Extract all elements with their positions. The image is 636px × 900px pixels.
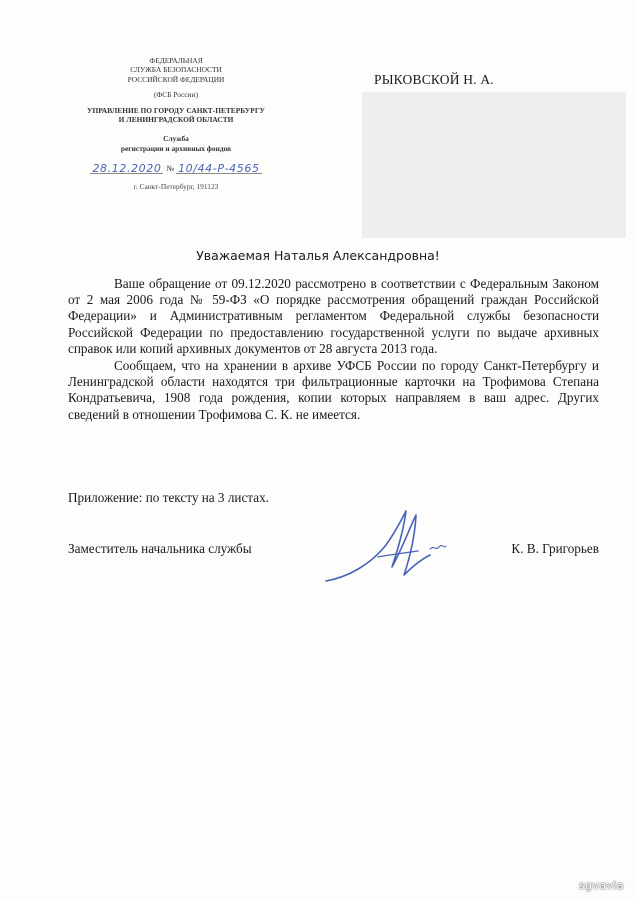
registration-row bbox=[60, 158, 292, 174]
handwritten-number: 10/44-Р-4565 bbox=[178, 161, 260, 175]
redacted-area bbox=[362, 92, 626, 238]
number-label: № bbox=[166, 163, 175, 173]
handwritten-date: 28.12.2020 bbox=[92, 161, 162, 175]
letterhead bbox=[60, 56, 292, 192]
letterhead-line: ФЕДЕРАЛЬНАЯ bbox=[149, 56, 203, 65]
body-paragraph: Ваше обращение от 09.12.2020 рассмотрено в соответствии с Федеральным Законом от 2 мая 2006 года № 59-ФЗ «О порядке рассмотрения обращений граждан Российской Федерации» и Административным регламентом Федеральной службы безопасности Российской Федерации по предоставлению государственной услуги по выдаче архивных справок или копий архивных документов от 28 августа 2013 года. bbox=[68, 276, 599, 356]
handwritten-signature-icon bbox=[318, 505, 468, 590]
service-name: Служба bbox=[163, 134, 189, 144]
city-address: г. Санкт-Петербург, 191123 bbox=[133, 182, 219, 192]
letterhead-line: СЛУЖБА БЕЗОПАСНОСТИ bbox=[130, 65, 222, 75]
salutation: Уважаемая Наталья Александровна! bbox=[196, 248, 440, 263]
service-name: регистрации и архивных фондов bbox=[120, 143, 232, 153]
addressee: РЫКОВСКОЙ Н. А. bbox=[374, 72, 494, 87]
attachment-note: Приложение: по тексту на 3 листах. bbox=[68, 490, 269, 505]
signer-name: К. В. Григорьев bbox=[511, 541, 599, 556]
department-name: УПРАВЛЕНИЕ ПО ГОРОДУ САНКТ-ПЕТЕРБУРГУ bbox=[87, 105, 265, 115]
body-paragraph: Сообщаем, что на хранении в архиве УФСБ России по городу Санкт-Петербургу и Ленинградской области находятся три фильтрационные карточки на Трофимова Степана Кондратьевича, 1908 года рождения, копии которых направляем в ваш адрес. Других сведений в отношении Трофимова С. К. не имеется. bbox=[68, 358, 599, 422]
letterhead-abbr: (ФСБ России) bbox=[153, 90, 199, 100]
signer-title: Заместитель начальника службы bbox=[68, 541, 252, 556]
watermark: sgvavia bbox=[578, 879, 624, 892]
letterhead-line: РОССИЙСКОЙ ФЕДЕРАЦИИ bbox=[127, 74, 225, 84]
department-name: И ЛЕНИНГРАДСКОЙ ОБЛАСТИ bbox=[118, 115, 234, 125]
letter-body bbox=[68, 276, 599, 423]
